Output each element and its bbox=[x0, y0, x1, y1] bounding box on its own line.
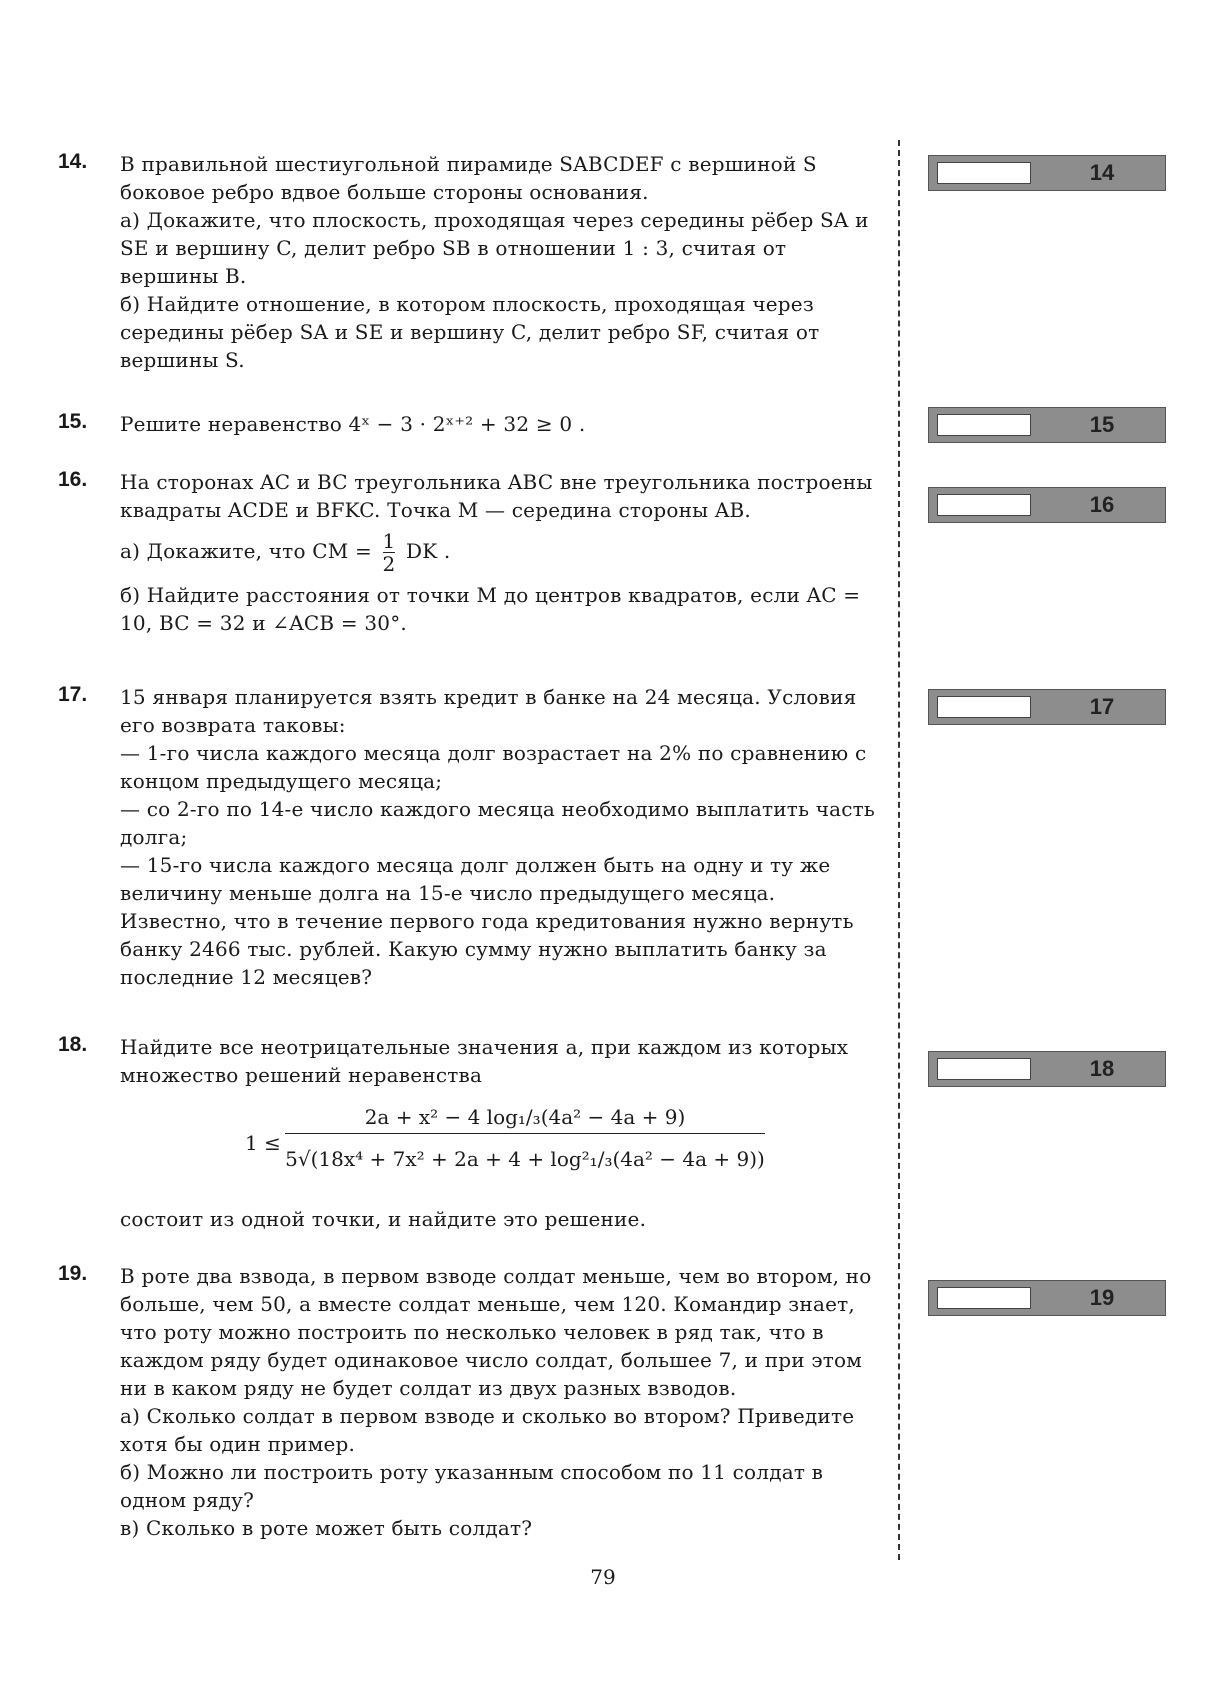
answer-box-label: 19 bbox=[1089, 1285, 1115, 1310]
answer-box-17 bbox=[928, 689, 1166, 725]
cut-line bbox=[898, 140, 900, 1560]
problem-14 bbox=[58, 150, 888, 374]
part-a: а) Докажите, что плоскость, проходящая через середины рёбер SA и SE и вершину C, делит ребро SB в отношении 1 : 3, считая от вершины B. bbox=[120, 208, 869, 288]
formula-denominator: 5√(18x⁴ + 7x² + 2a + 4 + log²₁/₃(4a² − 4a + 9)) bbox=[285, 1147, 765, 1171]
answer-box-19 bbox=[928, 1280, 1166, 1316]
answer-box-label: 17 bbox=[1089, 694, 1115, 719]
question: Известно, что в течение первого года кредитования нужно вернуть банку 2466 тыс. рублей. Какую сумму нужно выплатить банку за последние 12 месяцев? bbox=[120, 909, 854, 989]
problem-number: 14. bbox=[58, 150, 88, 173]
answer-box-label: 15 bbox=[1089, 412, 1115, 437]
answer-box-label: 18 bbox=[1089, 1056, 1115, 1081]
answer-box-label: 14 bbox=[1089, 160, 1115, 185]
problem-18 bbox=[58, 1033, 888, 1089]
inequality-formula bbox=[245, 1105, 845, 1195]
condition-1: — 1-го числа каждого месяца долг возрастает на 2% по сравнению с концом предыдущего месяца; bbox=[120, 741, 867, 793]
problem-conclusion: состоит из одной точки, и найдите это решение. bbox=[120, 1207, 647, 1231]
answer-field[interactable] bbox=[937, 1287, 1031, 1309]
answer-box-label: 16 bbox=[1089, 492, 1115, 517]
answer-box-18 bbox=[928, 1051, 1166, 1087]
answer-field[interactable] bbox=[937, 1058, 1031, 1080]
problem-17 bbox=[58, 683, 888, 991]
part-a-start: а) Докажите, что CM = bbox=[120, 539, 372, 563]
part-b: б) Найдите отношение, в котором плоскость, проходящая через середины рёбер SA и SE и вершину C, делит ребро SF, считая от вершины S. bbox=[120, 292, 820, 372]
answer-box-14 bbox=[928, 155, 1166, 191]
problem-15 bbox=[58, 410, 888, 438]
fraction-denominator: 2 bbox=[382, 552, 396, 576]
condition-3: — 15-го числа каждого месяца долг должен быть на одну и ту же величину меньше долга на 15-е число предыдущего месяца. bbox=[120, 853, 831, 905]
part-a-end: DK . bbox=[406, 539, 451, 563]
problem-statement: Найдите все неотрицательные значения a, при каждом из которых множество решений неравенства bbox=[120, 1035, 849, 1087]
answer-field[interactable] bbox=[937, 494, 1031, 516]
answer-field[interactable] bbox=[937, 162, 1031, 184]
answer-box-16 bbox=[928, 487, 1166, 523]
problem-18-tail bbox=[58, 1205, 888, 1233]
answer-field[interactable] bbox=[937, 414, 1031, 436]
part-b: б) Можно ли построить роту указанным способом по 11 солдат в одном ряду? bbox=[120, 1460, 824, 1512]
problem-number: 18. bbox=[58, 1033, 88, 1056]
answer-field[interactable] bbox=[937, 696, 1031, 718]
problem-statement: В роте два взвода, в первом взводе солдат меньше, чем во втором, но больше, чем 50, а вместе солдат меньше, чем 120. Командир знает, что роту можно построить по несколько человек в ряд так, что в каждом ряду будет одинаковое число солдат, большее 7, и при этом ни в каком ряду не будет солдат из двух разных взводов. bbox=[120, 1264, 872, 1400]
part-b: б) Найдите расстояния от точки M до центров квадратов, если AC = 10, BC = 32 и ∠ACB = 30°. bbox=[120, 583, 861, 635]
problem-number: 19. bbox=[58, 1262, 88, 1285]
problem-number: 17. bbox=[58, 683, 88, 706]
part-a: а) Сколько солдат в первом взводе и сколько во втором? Приведите хотя бы один пример. bbox=[120, 1404, 855, 1456]
problem-statement: 15 января планируется взять кредит в банке на 24 месяца. Условия его возврата таковы: bbox=[120, 685, 857, 737]
problem-number: 16. bbox=[58, 468, 88, 491]
fraction bbox=[383, 530, 396, 575]
problem-number: 15. bbox=[58, 410, 88, 433]
fraction-numerator: 1 bbox=[382, 529, 396, 553]
problem-19 bbox=[58, 1262, 888, 1542]
formula-numerator: 2a + x² − 4 log₁/₃(4a² − 4a + 9) bbox=[285, 1105, 765, 1134]
formula-left: 1 ≤ bbox=[245, 1131, 281, 1155]
problem-statement: В правильной шестиугольной пирамиде SABCDEF с вершиной S боковое ребро вдвое больше стороны основания. bbox=[120, 152, 817, 204]
problem-statement: На сторонах AC и BC треугольника ABC вне треугольника построены квадраты ACDE и BFKC. Точка M — середина стороны AB. bbox=[120, 470, 873, 522]
answer-box-15 bbox=[928, 407, 1166, 443]
condition-2: — со 2-го по 14-е число каждого месяца необходимо выплатить часть долга; bbox=[120, 797, 876, 849]
problem-statement: Решите неравенство 4ˣ − 3 · 2ˣ⁺² + 32 ≥ 0 . bbox=[120, 412, 586, 436]
part-c: в) Сколько в роте может быть солдат? bbox=[120, 1516, 533, 1540]
problem-16 bbox=[58, 468, 888, 637]
page-number: 79 bbox=[590, 1565, 616, 1589]
part-a bbox=[120, 530, 888, 575]
